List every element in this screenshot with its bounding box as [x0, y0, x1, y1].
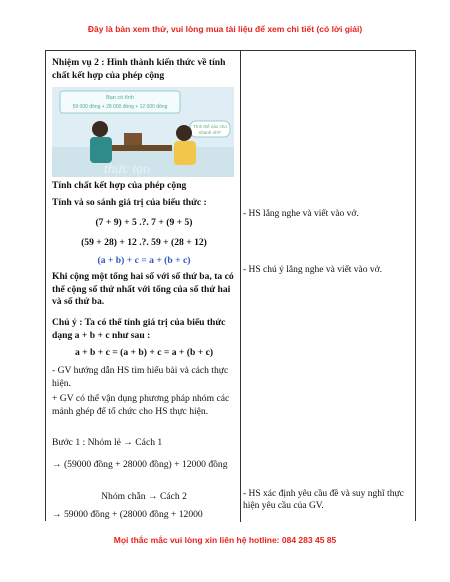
note-formula: a + b + c = (a + b) + c = a + (b + c): [74, 347, 214, 358]
task-title: Nhiệm vụ 2 : Hình thành kiến thức về tính chất kết hợp của phép cộng: [52, 57, 226, 81]
girl-head: [176, 125, 192, 141]
teacher-instruction-1: - GV hướng dẫn HS tìm hiểu bài và cách thực hiện.: [52, 365, 229, 389]
expression-1: (7 + 9) + 5 .?. 7 + (9 + 5): [95, 217, 193, 228]
girl-body: [174, 141, 196, 165]
preview-banner: Đây là bản xem thử, vui lòng mua tài liệu để xem chi tiết (có lời giải): [87, 24, 363, 34]
lesson-table: [45, 50, 416, 521]
section-heading: Tính chất kết hợp của phép cộng: [52, 180, 187, 191]
column-divider: [240, 51, 241, 522]
svg-text:nhanh nhỉ?: nhanh nhỉ?: [198, 130, 222, 135]
lesson-illustration: [52, 87, 234, 177]
step-2: Nhóm chẵn → Cách 2: [101, 491, 187, 502]
hotline-banner: Mọi thắc mắc vui lòng xin liên hệ hotline: 084 283 45 85: [113, 535, 337, 545]
expression-2: (59 + 28) + 12 .?. 59 + (28 + 12): [81, 237, 207, 248]
compare-intro: Tính và so sánh giá trị của biểu thức :: [52, 197, 207, 208]
board-expression: 59 000 đồng + 28 000 đồng + 12 000 đồng: [72, 104, 168, 110]
box-icon: [124, 133, 142, 145]
boy-head: [92, 121, 108, 137]
note-statement: Chú ý : Ta có thể tính giá trị của biểu thức dạng a + b + c như sau :: [52, 317, 226, 341]
rule-statement: Khi cộng một tổng hai số với số thứ ba, ta có thể cộng số thứ nhất với tổng của số thứ hai và số thứ ba.: [52, 271, 234, 307]
svg-text:Tính thế nào cho: Tính thế nào cho: [193, 124, 227, 129]
desk: [112, 145, 172, 151]
student-response-2: - HS chú ý lắng nghe và viết vào vở.: [243, 265, 383, 275]
teacher-instruction-2: + GV có thể vận dụng phương pháp nhóm các mảnh ghép để tổ chức cho HS thực hiện.: [52, 393, 230, 417]
student-response-1: - HS lắng nghe và viết vào vở.: [243, 209, 359, 219]
board-title: Bạn có tính: [106, 95, 134, 101]
watermark: thức tạo: [104, 162, 151, 177]
associative-formula: (a + b) + c = a + (b + c): [97, 255, 191, 266]
student-response-3: - HS xác định yêu cầu đề và suy nghĩ thực hiện yêu cầu của GV.: [243, 489, 404, 511]
step-1-calculation: → (59000 đồng + 28000 đồng) + 12000 đồng: [52, 459, 228, 470]
step-2-calculation: → 59000 đồng + (28000 đồng + 12000: [52, 509, 203, 520]
step-1: Bước 1 : Nhóm lẻ → Cách 1: [52, 437, 163, 448]
boy-body: [90, 137, 112, 163]
